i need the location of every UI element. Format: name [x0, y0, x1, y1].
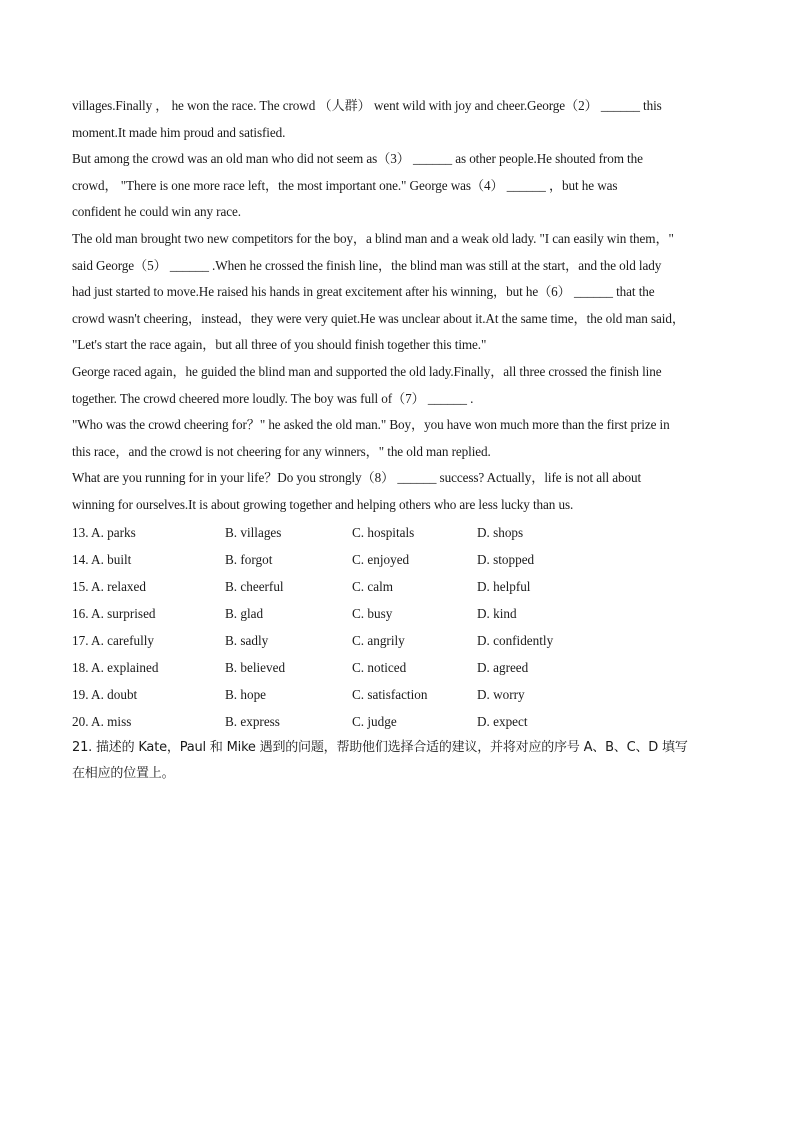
option-d: D. expect — [477, 714, 528, 730]
passage-line: George raced again，he guided the blind man and supported the old lady.Finally，all three crossed the finish line — [72, 363, 662, 379]
passage-line: crowd， "There is one more race left，the most important one." George was（4） ______ ，but he was — [72, 177, 618, 193]
document-page — [72, 93, 732, 787]
question-21 — [72, 735, 732, 787]
question-21-line: 在相应的位置上。 — [72, 766, 175, 782]
option-c: C. satisfaction — [352, 687, 428, 703]
option-d: D. worry — [477, 687, 525, 703]
cloze-passage — [72, 93, 732, 519]
option-a: 20. A. miss — [72, 714, 132, 730]
passage-line: winning for ourselves.It is about growing together and helping others who are less lucky than us. — [72, 496, 574, 512]
option-b: B. express — [225, 714, 280, 730]
option-a: 19. A. doubt — [72, 687, 138, 703]
option-a: 14. A. built — [72, 551, 132, 567]
option-c: C. hospitals — [352, 524, 415, 540]
option-row — [72, 600, 732, 627]
option-b: B. villages — [225, 524, 282, 540]
option-a: 15. A. relaxed — [72, 578, 146, 594]
passage-line: villages.Finally ， he won the race. The crowd （人群） went wild with joy and cheer.George（2） ______ this — [72, 98, 662, 113]
option-c: C. angrily — [352, 632, 405, 648]
passage-line: "Let's start the race again，but all three of you should finish together this time." — [72, 337, 487, 353]
passage-line: said George（5） ______ .When he crossed the finish line，the blind man was still at the start，and the old lady — [72, 257, 662, 273]
option-d: D. kind — [477, 605, 517, 621]
passage-line: moment.It made him proud and satisfied. — [72, 124, 286, 140]
question-21-line: 21. 描述的 Kate，Paul 和 Mike 遇到的问题，帮助他们选择合适的建议，并将对应的序号 A、B、C、D 填写 — [72, 740, 688, 756]
option-b: B. forgot — [225, 551, 273, 567]
option-b: B. glad — [225, 605, 264, 621]
answer-options — [72, 519, 732, 736]
passage-line: The old man brought two new competitors for the boy，a blind man and a weak old lady. "I can easily win them，" — [72, 230, 674, 246]
option-b: B. sadly — [225, 632, 269, 648]
passage-line: But among the crowd was an old man who did not seem as（3） ______ as other people.He shouted from the — [72, 151, 643, 167]
option-d: D. agreed — [477, 659, 529, 675]
option-a: 16. A. surprised — [72, 605, 156, 621]
option-b: B. cheerful — [225, 578, 284, 594]
option-row — [72, 681, 732, 708]
option-b: B. believed — [225, 659, 286, 675]
option-row — [72, 519, 732, 546]
option-c: C. judge — [352, 714, 397, 730]
option-b: B. hope — [225, 687, 267, 703]
option-a: 18. A. explained — [72, 659, 159, 675]
option-c: C. busy — [352, 605, 393, 621]
option-d: D. confidently — [477, 632, 554, 648]
passage-line: crowd wasn't cheering，instead，they were very quiet.He was unclear about it.At the same time，the old man said， — [72, 310, 685, 326]
option-row — [72, 654, 732, 681]
option-row — [72, 708, 732, 735]
option-a: 13. A. parks — [72, 524, 136, 540]
option-a: 17. A. carefully — [72, 632, 155, 648]
passage-line: "Who was the crowd cheering for？" he asked the old man." Boy，you have won much more than the first prize in — [72, 417, 670, 433]
passage-line: this race，and the crowd is not cheering for any winners，" the old man replied. — [72, 443, 491, 459]
passage-line: confident he could win any race. — [72, 204, 241, 220]
option-row — [72, 546, 732, 573]
passage-line: had just started to move.He raised his hands in great excitement after his winning，but he（6） ______ that the — [72, 284, 655, 300]
passage-line: What are you running for in your life？Do you strongly（8） ______ success? Actually，life is not all about — [72, 470, 642, 486]
passage-line: together. The crowd cheered more loudly. The boy was full of（7） ______ . — [72, 390, 474, 406]
option-row — [72, 573, 732, 600]
option-d: D. stopped — [477, 551, 535, 567]
option-d: D. helpful — [477, 578, 531, 594]
option-c: C. noticed — [352, 659, 407, 675]
option-row — [72, 627, 732, 654]
option-c: C. calm — [352, 578, 394, 594]
option-c: C. enjoyed — [352, 551, 410, 567]
option-d: D. shops — [477, 524, 524, 540]
